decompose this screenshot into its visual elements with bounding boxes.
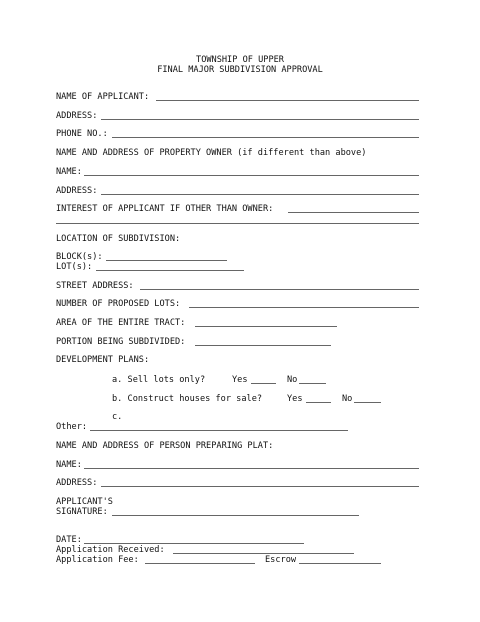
plan-b-no-label: No	[342, 394, 353, 404]
lot-label: LOT(s):	[56, 262, 93, 272]
preparer-address-field[interactable]	[101, 486, 419, 487]
phone-label: PHONE NO.:	[56, 129, 108, 139]
tract-area-label: AREA OF THE ENTIRE TRACT:	[56, 318, 186, 328]
applicant-name-label: NAME OF APPLICANT:	[56, 92, 150, 102]
plan-b-yes-label: Yes	[287, 394, 303, 404]
signature-field[interactable]	[112, 515, 359, 516]
plan-b-no-field[interactable]	[354, 402, 381, 403]
application-received-field[interactable]	[173, 553, 354, 554]
owner-name-label: NAME:	[56, 167, 82, 177]
portion-subdivided-field[interactable]	[195, 345, 331, 346]
escrow-field[interactable]	[299, 563, 381, 564]
development-plans-label: DEVELOPMENT PLANS:	[56, 355, 150, 365]
plan-a-yes-label: Yes	[232, 375, 248, 385]
street-address-field[interactable]	[140, 289, 419, 290]
application-fee-field[interactable]	[145, 563, 255, 564]
lot-field[interactable]	[96, 270, 244, 271]
owner-address-label: ADDRESS:	[56, 186, 98, 196]
plan-a-label: a. Sell lots only?	[112, 375, 206, 385]
plan-c-label: c.	[112, 412, 123, 422]
plan-a-yes-field[interactable]	[251, 383, 276, 384]
preparer-heading: NAME AND ADDRESS OF PERSON PREPARING PLAT:	[56, 441, 274, 451]
escrow-label: Escrow	[265, 555, 297, 565]
form-title-approval: FINAL MAJOR SUBDIVISION APPROVAL	[157, 65, 323, 75]
plan-a-no-label: No	[287, 375, 298, 385]
applicant-address-label: ADDRESS:	[56, 111, 98, 121]
proposed-lots-label: NUMBER OF PROPOSED LOTS:	[56, 299, 181, 309]
preparer-name-label: NAME:	[56, 460, 82, 470]
other-field[interactable]	[90, 430, 348, 431]
applicant-address-field[interactable]	[101, 119, 419, 120]
phone-field[interactable]	[112, 137, 419, 138]
application-received-label: Application Received:	[56, 545, 165, 555]
proposed-lots-field[interactable]	[189, 307, 419, 308]
location-label: LOCATION OF SUBDIVISION:	[56, 234, 181, 244]
plan-b-yes-field[interactable]	[306, 402, 331, 403]
interest-label: INTEREST OF APPLICANT IF OTHER THAN OWNER:	[56, 204, 274, 214]
interest-field-continued[interactable]	[56, 223, 419, 224]
applicant-name-field[interactable]	[156, 100, 419, 101]
other-label: Other:	[56, 422, 88, 432]
interest-field[interactable]	[288, 212, 419, 213]
signature-label-line2: SIGNATURE:	[56, 507, 108, 517]
plan-b-label: b. Construct houses for sale?	[112, 394, 263, 404]
preparer-name-field[interactable]	[84, 468, 419, 469]
signature-label-line1: APPLICANT'S	[56, 497, 113, 507]
form-title-township: TOWNSHIP OF UPPER	[196, 55, 284, 65]
preparer-address-label: ADDRESS:	[56, 478, 98, 488]
application-fee-label: Application Fee:	[56, 555, 139, 565]
owner-heading: NAME AND ADDRESS OF PROPERTY OWNER (if different than above)	[56, 148, 367, 158]
street-address-label: STREET ADDRESS:	[56, 281, 134, 291]
block-field[interactable]	[106, 260, 227, 261]
owner-name-field[interactable]	[84, 175, 419, 176]
date-field[interactable]	[84, 543, 304, 544]
plan-a-no-field[interactable]	[299, 383, 326, 384]
owner-address-field[interactable]	[101, 194, 419, 195]
block-label: BLOCK(s):	[56, 252, 103, 262]
date-label: DATE:	[56, 535, 82, 545]
tract-area-field[interactable]	[195, 326, 337, 327]
portion-subdivided-label: PORTION BEING SUBDIVIDED:	[56, 337, 186, 347]
